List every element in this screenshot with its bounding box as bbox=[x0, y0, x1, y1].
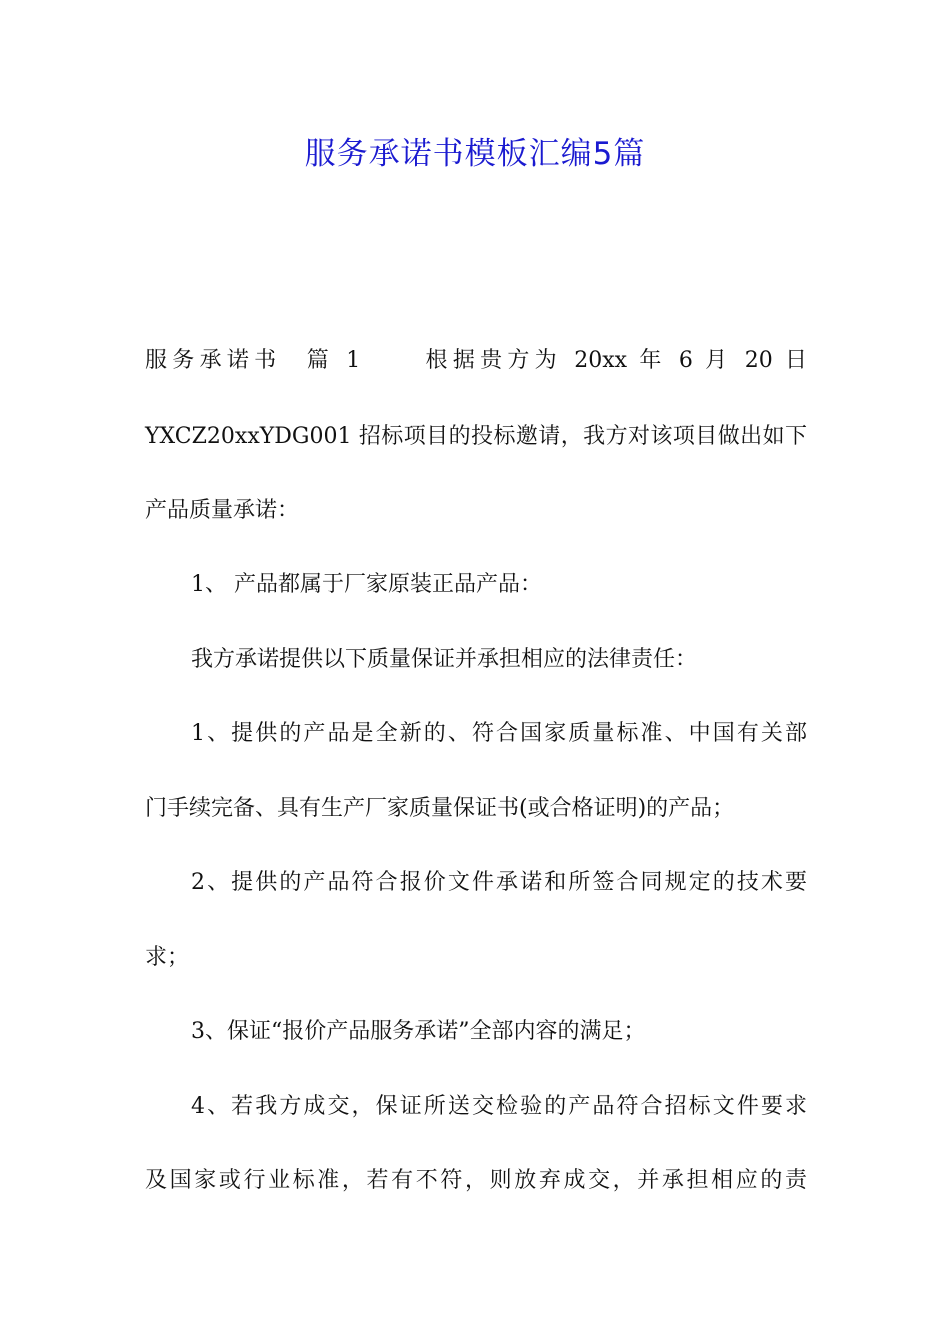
paragraph-line-11: 4、若我方成交，保证所送交检验的产品符合招标文件要求 bbox=[191, 1094, 807, 1119]
paragraph-line-5: 我方承诺提供以下质量保证并承担相应的法律责任： bbox=[191, 647, 698, 672]
paragraph-line-3: 产品质量承诺： bbox=[145, 498, 300, 523]
document-title: 服务承诺书模板汇编5篇 bbox=[304, 136, 646, 172]
paragraph-line-10: 3、保证“报价产品服务承诺”全部内容的满足； bbox=[191, 1019, 646, 1044]
paragraph-line-6: 1、提供的产品是全新的、符合国家质量标准、中国有关部 bbox=[191, 721, 807, 746]
section-heading-text: 服务承诺书 bbox=[145, 348, 282, 373]
paragraph-line-4: 1、 产品都属于厂家原装正品产品： bbox=[191, 572, 542, 597]
paragraph-line-1 bbox=[145, 346, 807, 376]
intro-text: 根据贵方为 20xx 年 6 月 20 日 bbox=[420, 348, 807, 373]
paragraph-line-9: 求； bbox=[145, 945, 190, 970]
paragraph-line-7: 门手续完备、具有生产厂家质量保证书(或合格证明)的产品； bbox=[145, 796, 735, 821]
paragraph-line-2: YXCZ20xxYDG001 招标项目的投标邀请，我方对该项目做出如下 bbox=[145, 424, 807, 449]
section-number-text: 篇 1 bbox=[301, 348, 361, 373]
paragraph-line-8: 2、提供的产品符合报价文件承诺和所签合同规定的技术要 bbox=[191, 870, 807, 895]
paragraph-line-12: 及国家或行业标准，若有不符，则放弃成交，并承担相应的责 bbox=[145, 1168, 807, 1193]
